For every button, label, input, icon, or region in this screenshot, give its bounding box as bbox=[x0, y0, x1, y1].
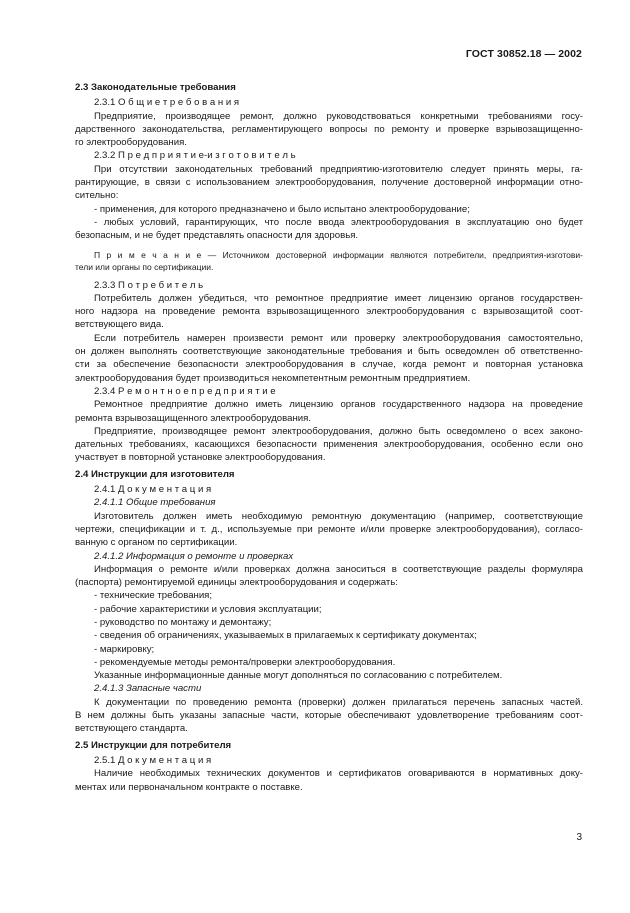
paragraph-line: ветствующего вида. bbox=[75, 319, 164, 331]
section-heading: 2.5 Инструкции для потребителя bbox=[75, 739, 232, 751]
subsection-title: 2.5.1 Д о к у м е н т а ц и я bbox=[94, 754, 212, 766]
subsection-title: 2.3.4 Р е м о н т н о е п р е д п р и я т и е bbox=[94, 385, 276, 397]
subsection-title: 2.3.2 П р е д п р и я т и е-и з г о т о в и т е л ь bbox=[94, 150, 296, 162]
paragraph-line: ментах или первоначальном контракте о поставке. bbox=[75, 781, 303, 793]
note-line: П р и м е ч а н и е — Источником достоверной информации являются потребители, предприятия-изготови- bbox=[94, 249, 583, 260]
paragraph-line: К документации по проведению ремонта (проверки) должен прилагаться перечень запасных частей. bbox=[94, 696, 583, 708]
subsection-title: 2.4.1.1 Общие требования bbox=[94, 497, 216, 509]
paragraph-line: При отсутствии законодательных требований предприятию-изготовителю следует принять меры, га- bbox=[94, 163, 583, 175]
section-heading: 2.4 Инструкции для изготовителя bbox=[75, 468, 235, 480]
paragraph-line: Потребитель должен убедиться, что ремонтное предприятие имеет лицензию органов государствен- bbox=[94, 292, 583, 304]
paragraph-line: ванную с органом по сертификации. bbox=[75, 537, 238, 549]
paragraph-line: го электрооборудования. bbox=[75, 137, 187, 149]
paragraph-line: дарственного законодательства, регламентирующего вопросы по ремонту и проверке взрывозащищенно- bbox=[75, 123, 583, 135]
paragraph-line: он должен выполнять соответствующие законодательные требования и быть осведомлен об ответственно- bbox=[75, 346, 583, 358]
paragraph-line: ного надзора на проведение ремонта взрывозащищенного электрооборудования с взрывозащитой соот- bbox=[75, 306, 583, 318]
document-body bbox=[75, 78, 583, 794]
paragraph-line: ветствующего стандарта. bbox=[75, 723, 188, 735]
paragraph-line: Наличие необходимых технических документов и сертификатов оговариваются в нормативных доку- bbox=[94, 768, 583, 780]
paragraph-line: Изготовитель должен иметь необходимую ремонтную документацию (например, соответствующие bbox=[94, 510, 583, 522]
paragraph-line: - маркировку; bbox=[94, 643, 155, 655]
paragraph-line: В нем должны быть указаны запасные части, которые обеспечивают удовлетворение требованиям соот- bbox=[75, 710, 583, 722]
subsection-title: 2.3.1 О б щ и е т р е б о в а н и я bbox=[94, 97, 240, 109]
subsection-title: 2.3.3 П о т р е б и т е л ь bbox=[94, 279, 204, 291]
paragraph-line: Указанные информационные данные могут дополняться по согласованию с потребителем. bbox=[94, 670, 503, 682]
paragraph-line: Ремонтное предприятие должно иметь лицензию органов государственного надзора на проведение bbox=[94, 399, 583, 411]
paragraph-line: (паспорта) ремонтируемой единицы электрооборудования и содержать: bbox=[75, 577, 398, 589]
paragraph-line: рантирующие, в связи с использованием электрооборудования, получение достоверной информации отно- bbox=[75, 177, 583, 189]
subsection-title: 2.4.1 Д о к у м е н т а ц и я bbox=[94, 484, 212, 496]
paragraph-line: электрооборудования будет производиться некомпетентным ремонтным предприятием. bbox=[75, 372, 471, 384]
note-line: тели или органы по сертификации. bbox=[75, 261, 214, 272]
paragraph-line: участвует в повторной установке электрооборудования. bbox=[75, 452, 326, 464]
subsection-title: 2.4.1.3 Запасные части bbox=[94, 683, 202, 695]
paragraph-line: сительно: bbox=[75, 190, 119, 202]
paragraph-line: - руководство по монтажу и демонтажу; bbox=[94, 616, 272, 628]
page-number: 3 bbox=[576, 832, 582, 843]
paragraph-line: сти за обеспечение безопасности электрооборудования в случае, когда ремонт и повторная установка bbox=[75, 359, 583, 371]
paragraph-line: Если потребитель намерен произвести ремонт или проверку электрооборудования самостоятельно, bbox=[94, 332, 583, 344]
document-header: ГОСТ 30852.18 — 2002 bbox=[465, 48, 582, 60]
paragraph-line: - технические требования; bbox=[94, 590, 213, 602]
paragraph-line: Информация о ремонте и/или проверках должна заноситься в соответствующие разделы формуляра bbox=[94, 563, 583, 575]
paragraph-line: - рабочие характеристики и условия эксплуатации; bbox=[94, 603, 322, 615]
paragraph-line: - рекомендуемые методы ремонта/проверки электрооборудования. bbox=[94, 656, 396, 668]
paragraph-line: ремонта взрывозащищенного электрооборудования. bbox=[75, 412, 311, 424]
paragraph-line: чертежи, спецификации и т. д., используемые при ремонте и/или проверке электрооборудования), согласо- bbox=[75, 523, 583, 535]
paragraph-line: - применения, для которого предназначено и было испытано электрооборудование; bbox=[94, 203, 470, 215]
section-heading: 2.3 Законодательные требования bbox=[75, 82, 236, 93]
paragraph-line: дательных требованиях, касающихся безопасности применения электрооборудования, особенно если оно bbox=[75, 439, 583, 451]
paragraph-line: - любых условий, гарантирующих, что после ввода электрооборудования в эксплуатацию оно будет bbox=[94, 216, 583, 228]
subsection-title: 2.4.1.2 Информация о ремонте и проверках bbox=[94, 550, 294, 562]
paragraph-line: безопасным, и не будет представлять опасности для здоровья. bbox=[75, 230, 359, 242]
paragraph-line: Предприятие, производящее ремонт, должно руководствоваться конкретными требованиями госу- bbox=[94, 110, 583, 122]
paragraph-line: Предприятие, производящее ремонт электрооборудования, должно быть осведомлено о всех законо- bbox=[94, 425, 583, 437]
paragraph-line: - сведения об ограничениях, указываемых в прилагаемых к сертификату документах; bbox=[94, 630, 477, 642]
